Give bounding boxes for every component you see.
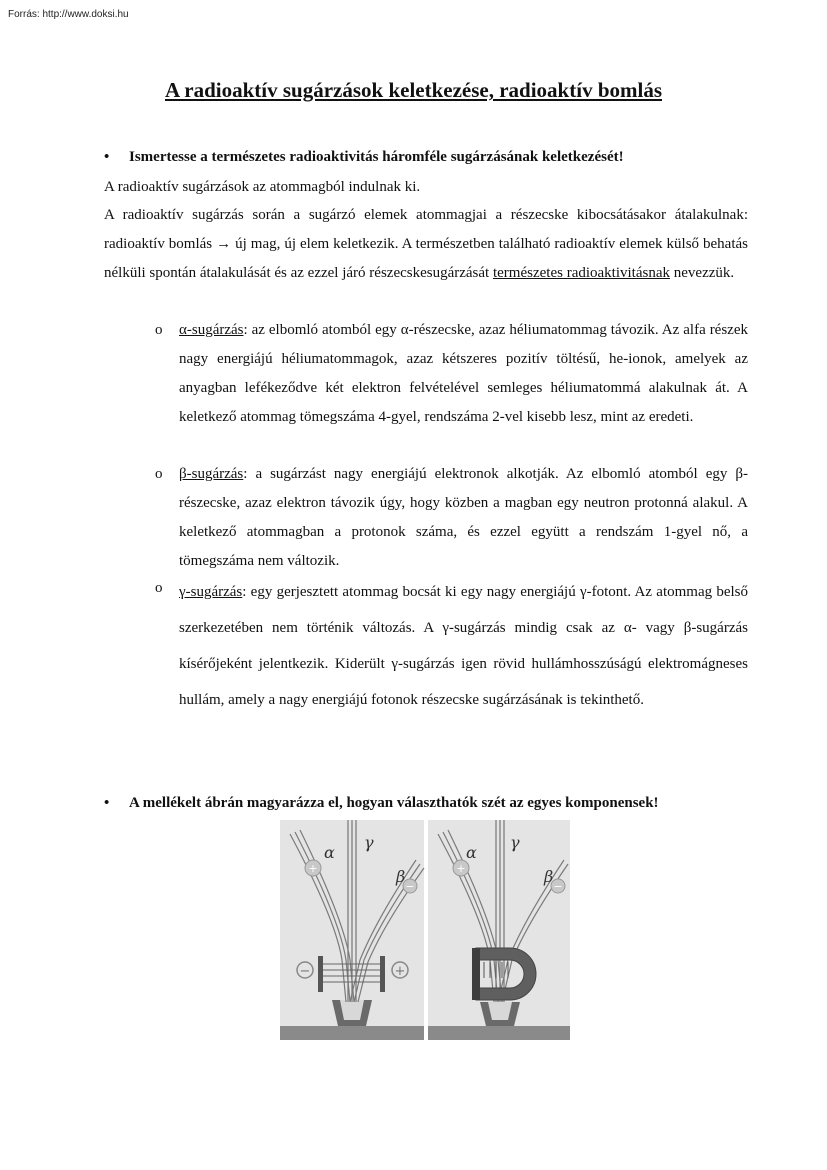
intro-text-2: nevezzük.	[670, 265, 735, 281]
list-item-alpha	[155, 316, 748, 432]
gamma-label: γ	[364, 833, 374, 852]
question-2-text: A mellékelt ábrán magyarázza el, hogyan választhatók szét az egyes komponensek!	[129, 795, 659, 811]
svg-text:−: −	[553, 880, 563, 893]
alpha-label: α	[466, 843, 477, 862]
intro-term: természetes radioaktivitásnak	[492, 265, 670, 281]
gamma-label: γ	[510, 833, 520, 852]
gamma-description: : egy gerjesztett atommag bocsát ki egy nagy energiájú γ-fotont. Az atommag belső szerkezetében nem történik változás. A γ-sugárzás mindig csak az α- vagy β-sugárzás kísérőjeként jelentkezik. Kiderült γ-sugárzás igen rövid hullámhosszúságú elektromágneses hullám, amely a nagy energiájú fotonok részecske sugárzásának is tekinthető.	[179, 584, 748, 708]
term-gamma: γ-sugárzás	[179, 584, 243, 600]
question-1	[104, 149, 764, 166]
radiation-separation-figure	[280, 820, 570, 1040]
question-1-text: Ismertesse a természetes radioaktivitás háromféle sugárzásának keletkezését!	[129, 149, 624, 165]
bullet-icon: •	[104, 149, 110, 165]
alpha-label: α	[324, 843, 335, 862]
list-item-beta	[155, 460, 748, 576]
source-note: Forrás: http://www.doksi.hu	[8, 9, 129, 20]
alpha-description: : az elbomló atomból egy α-részecske, azaz héliumatommag távozik. Az alfa részek nagy energiájú héliumatommagok, azaz kétszeres pozitív töltésű, he-ionok, amelyek az anyagban lefékeződve két elektron felvételével semleges héliumatommá alakulnak át. A keletkező atommag tömegszáma 4-gyel, rendszáma 2-vel kisebb lesz, mint az eredeti.	[179, 322, 748, 425]
beta-label: β	[544, 867, 554, 886]
intro-line: A radioaktív sugárzások az atommagból indulnak ki.	[104, 179, 421, 195]
intro-paragraph	[104, 201, 748, 288]
svg-text:−: −	[405, 880, 415, 893]
page-title: A radioaktív sugárzások keletkezése, radioaktív bomlás	[165, 78, 662, 102]
bullet-icon: •	[104, 795, 110, 811]
list-item-gamma	[155, 574, 748, 718]
term-alpha: α-sugárzás	[179, 322, 244, 338]
beta-description: : a sugárzást nagy energiájú elektronok alkotják. Az elbomló atomból egy β-részecske, azaz elektron távozik úgy, hogy közben a magban egy neutron protonná alakul. A keletkező atommagban a protonok száma, és ezzel együtt a rendszám 1-gyel nő, a tömegszáma nem változik.	[179, 466, 748, 569]
question-2	[104, 795, 764, 812]
minus-label: −	[299, 964, 311, 979]
list-marker: o	[155, 466, 163, 482]
list-marker: o	[155, 322, 163, 338]
intro-text-1: A radioaktív sugárzás során a sugárzó elemek atommagjai a részecske kibocsátásakor átalakulnak: radioaktív bomlás → új mag, új elem keletkezik. A természetben található radioaktív elemek külső behatás nélküli spontán átalakulását és az ezzel járó részecskesugárzását	[104, 207, 748, 281]
beta-label: β	[396, 867, 406, 886]
electric-field-panel	[280, 820, 424, 1040]
svg-text:+: +	[308, 862, 318, 875]
plus-label: +	[394, 964, 406, 979]
svg-text:+: +	[456, 862, 466, 875]
term-beta: β-sugárzás	[179, 466, 244, 482]
list-marker: o	[155, 580, 163, 596]
magnetic-field-panel	[428, 820, 570, 1040]
